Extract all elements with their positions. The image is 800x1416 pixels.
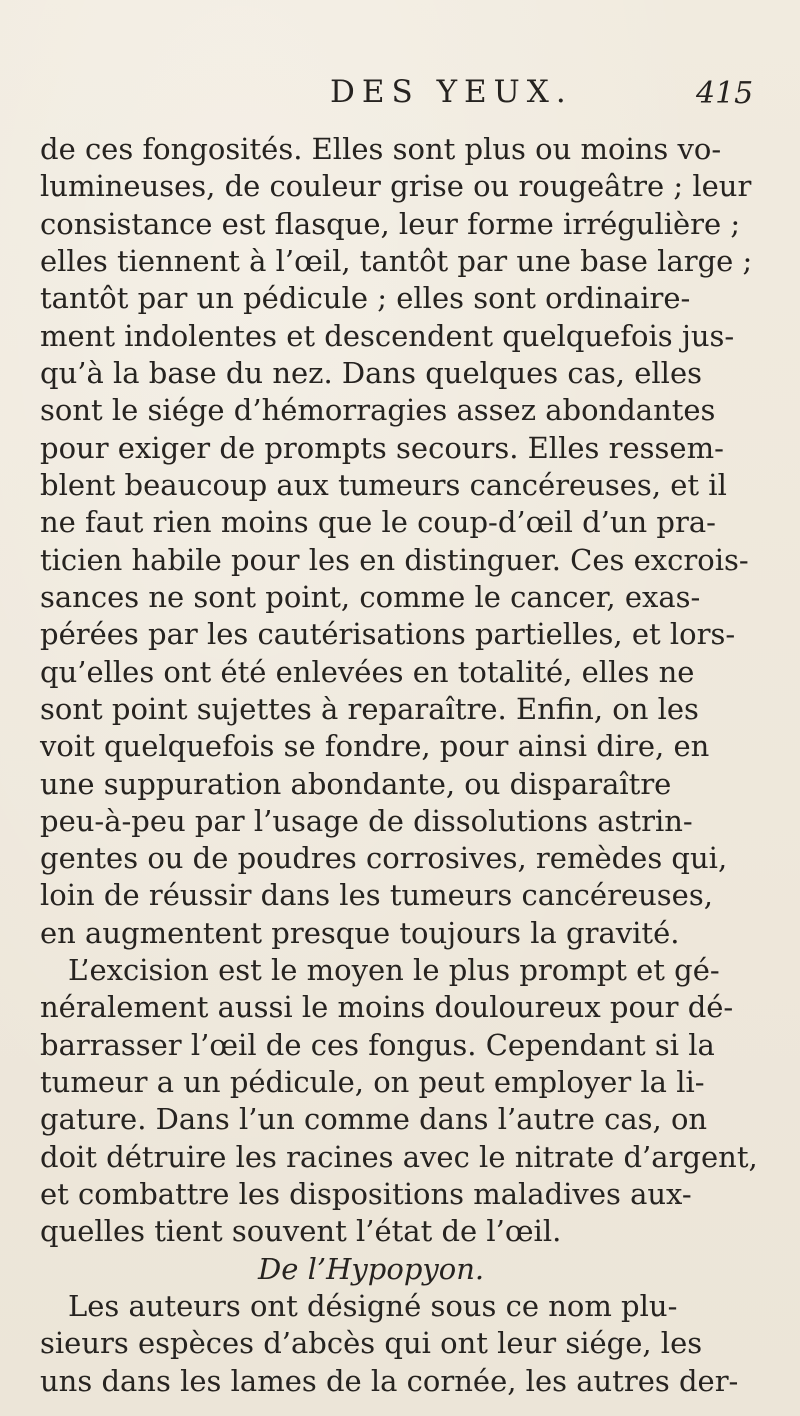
text-line: quelles tient souvent l’état de l’œil. (40, 1214, 562, 1248)
text-line: qu’elles ont été enlevées en totalité, elles ne (40, 655, 695, 689)
text-line: pérées par les cautérisations partielles, et lors- (40, 617, 736, 651)
text-line: gature. Dans l’un comme dans l’autre cas, on (40, 1102, 708, 1136)
text-line: L’excision est le moyen le plus prompt et gé- (68, 953, 720, 987)
text-line: une suppuration abondante, ou disparaître (40, 767, 672, 801)
page-number: 415 (696, 76, 754, 111)
text-line: de ces fongosités. Elles sont plus ou moins vo- (40, 132, 722, 166)
text-line: lumineuses, de couleur grise ou rougeâtre ; leur (40, 169, 752, 203)
text-line: tumeur a un pédicule, on peut employer la li- (40, 1065, 705, 1099)
text-line: gentes ou de poudres corrosives, remèdes qui, (40, 841, 728, 875)
text-line: sieurs espèces d’abcès qui ont leur siége, les (40, 1326, 703, 1360)
text-line: pour exiger de prompts secours. Elles ressem- (40, 431, 724, 465)
text-line: ne faut rien moins que le coup-d’œil d’un pra- (40, 505, 716, 539)
text-line: ticien habile pour les en distinguer. Ces excrois- (40, 543, 749, 577)
text-line: néralement aussi le moins douloureux pour dé- (40, 990, 734, 1024)
text-line: ment indolentes et descendent quelquefois jus- (40, 319, 735, 353)
text-line: sont le siége d’hémorragies assez abondantes (40, 393, 716, 427)
text-line: uns dans les lames de la cornée, les autres der- (40, 1364, 739, 1398)
text-line: sont point sujettes à reparaître. Enfin, on les (40, 692, 699, 726)
text-line: barrasser l’œil de ces fongus. Cependant si la (40, 1028, 715, 1062)
page-header (0, 74, 800, 114)
running-title: DES YEUX. (330, 74, 573, 110)
text-line: doit détruire les racines avec le nitrate d’argent, (40, 1140, 758, 1174)
text-line: en augmentent presque toujours la gravité. (40, 916, 680, 950)
text-line: voit quelquefois se fondre, pour ainsi dire, en (40, 729, 710, 763)
text-line: sances ne sont point, comme le cancer, exas- (40, 580, 701, 614)
section-heading: De l’Hypopyon. (258, 1252, 485, 1286)
text-line: et combattre les dispositions maladives aux- (40, 1177, 692, 1211)
text-line: loin de réussir dans les tumeurs cancéreuses, (40, 878, 713, 912)
text-line: qu’à la base du nez. Dans quelques cas, elles (40, 356, 702, 390)
text-line: consistance est flasque, leur forme irrégulière ; (40, 207, 741, 241)
text-line: tantôt par un pédicule ; elles sont ordinaire- (40, 281, 691, 315)
text-line: blent beaucoup aux tumeurs cancéreuses, et il (40, 468, 727, 502)
text-line: elles tiennent à l’œil, tantôt par une base large ; (40, 244, 753, 278)
text-line: Les auteurs ont désigné sous ce nom plu- (68, 1289, 678, 1323)
text-line: peu-à-peu par l’usage de dissolutions astrin- (40, 804, 693, 838)
